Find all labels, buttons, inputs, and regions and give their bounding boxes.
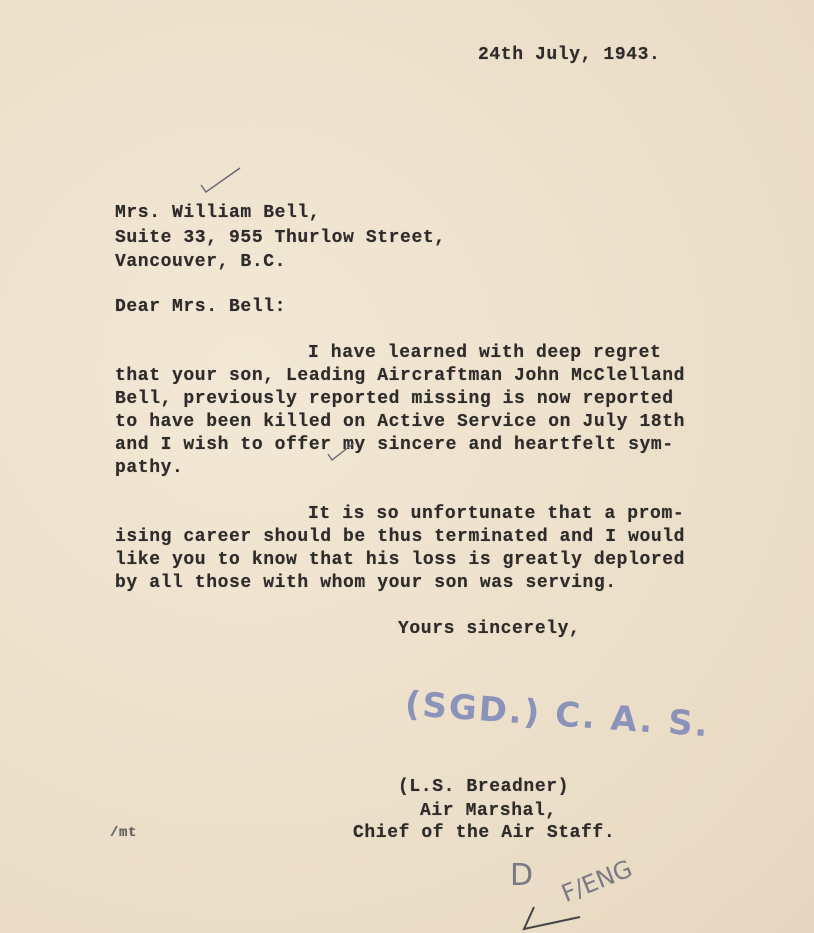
check-mark-icon <box>198 165 243 195</box>
paragraph1-line: I have learned with deep regret <box>308 343 662 363</box>
paragraph1-line: Bell, previously reported missing is now reported <box>115 389 674 409</box>
handwritten-d: D <box>510 858 534 893</box>
paragraph1-line: that your son, Leading Aircraftman John McClelland <box>115 366 686 386</box>
handwritten-note: F/ENG <box>557 854 637 908</box>
recipient-name: Mrs. William Bell, <box>115 203 321 223</box>
check-mark-icon <box>326 440 356 465</box>
paragraph2-line: ising career should be thus terminated and I would <box>115 527 686 547</box>
salutation: Dear Mrs. Bell: <box>115 297 287 317</box>
signatory-name: (L.S. Breadner) <box>398 777 570 797</box>
closing: Yours sincerely, <box>398 619 581 639</box>
check-mark-icon <box>520 905 590 933</box>
recipient-city: Vancouver, B.C. <box>115 252 287 272</box>
letter-date: 24th July, 1943. <box>478 45 661 65</box>
signatory-title: Chief of the Air Staff. <box>353 823 616 843</box>
recipient-address: Suite 33, 955 Thurlow Street, <box>115 228 446 248</box>
paragraph1-line: to have been killed on Active Service on July 18th <box>115 412 686 432</box>
typist-initials: /mt <box>110 825 138 841</box>
signatory-rank: Air Marshal, <box>420 801 557 821</box>
paragraph2-line: by all those with whom your son was serving. <box>115 573 617 593</box>
paragraph1-line: and I wish to offer my sincere and heartfelt sym- <box>115 435 674 455</box>
paragraph2-line: It is so unfortunate that a prom- <box>308 504 685 524</box>
paragraph1-line: pathy. <box>115 458 184 478</box>
paragraph2-line: like you to know that his loss is greatly deplored <box>115 550 686 570</box>
signed-stamp: (SGD.) C. A. S. <box>403 684 711 746</box>
